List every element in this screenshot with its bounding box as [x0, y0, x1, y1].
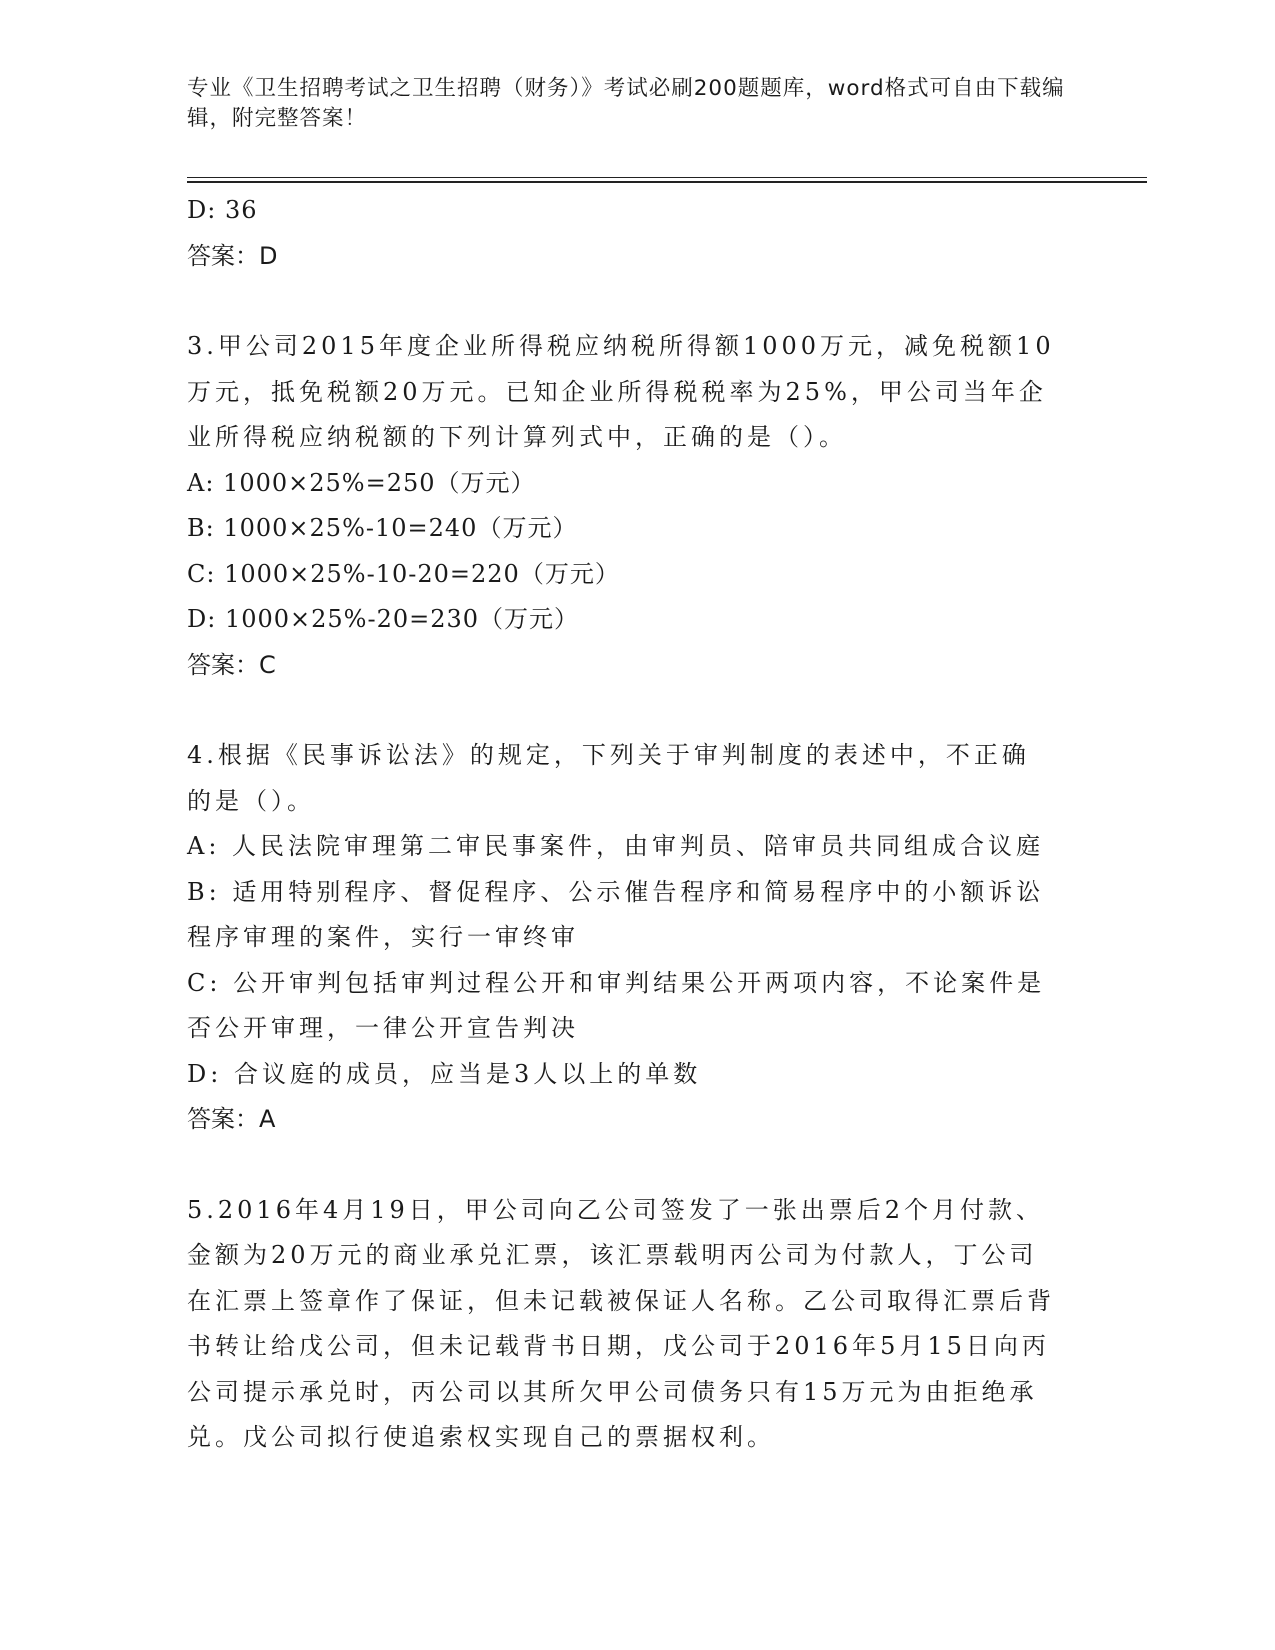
question-4: [187, 733, 1057, 1143]
page-header: 专业《卫生招聘考试之卫生招聘（财务）》考试必刷200题题库，word格式可自由下载编辑，附完整答案！: [187, 76, 1065, 131]
question-3-stem: 3.甲公司2015年度企业所得税应纳税所得额1000万元，减免税额10万元，抵免税额20万元。已知企业所得税税率为25%，甲公司当年企业所得税应纳税额的下列计算列式中，正确的是（）。: [187, 332, 1055, 451]
spacer: [187, 1143, 1057, 1188]
question-4-option-d: D: 合议庭的成员，应当是3人以上的单数: [187, 1059, 702, 1088]
question-4-option-c: C: 公开审判包括审判过程公开和审判结果公开两项内容，不论案件是否公开审理，一律公开宣告判决: [187, 968, 1046, 1042]
question-3-answer: 答案：C: [187, 650, 276, 679]
question-3-option-b: B: 1000×25%-10=240（万元）: [187, 514, 578, 542]
prev-answer: 答案：D: [187, 241, 278, 270]
question-3-option-c: C: 1000×25%-10-20=220（万元）: [187, 559, 620, 588]
document-body: [187, 188, 1057, 1461]
question-5: [187, 1188, 1057, 1461]
header-rule-thick: [187, 181, 1147, 183]
prev-option-d: D: 36: [187, 196, 258, 224]
question-3: [187, 324, 1057, 688]
question-4-option-b: B: 适用特别程序、督促程序、公示催告程序和简易程序中的小额诉讼程序审理的案件，实行一审终审: [187, 877, 1045, 951]
question-4-stem: 4.根据《民事诉讼法》的规定，下列关于审判制度的表述中，不正确的是（）。: [187, 741, 1030, 815]
question-3-option-a: A: 1000×25%=250（万元）: [187, 468, 536, 497]
question-4-answer: 答案：A: [187, 1105, 276, 1133]
spacer: [187, 279, 1057, 324]
question-3-option-d: D: 1000×25%-20=230（万元）: [187, 605, 580, 633]
question-5-stem: 5.2016年4月19日，甲公司向乙公司签发了一张出票后2个月付款、金额为20万元的商业承兑汇票，该汇票载明丙公司为付款人，丁公司在汇票上签章作了保证，但未记载被保证人名称。乙公司取得汇票后背书转让给戊公司，但未记载背书日期，戊公司于2016年5月15日向丙公司提示承兑时，丙公司以其所欠甲公司债务只有15万元为由拒绝承兑。戊公司拟行使追索权实现自己的票据权利。: [187, 1195, 1055, 1451]
header-rule-thin: [187, 177, 1147, 178]
question-4-option-a: A: 人民法院审理第二审民事案件，由审判员、陪审员共同组成合议庭: [187, 832, 1045, 860]
spacer: [187, 688, 1057, 733]
